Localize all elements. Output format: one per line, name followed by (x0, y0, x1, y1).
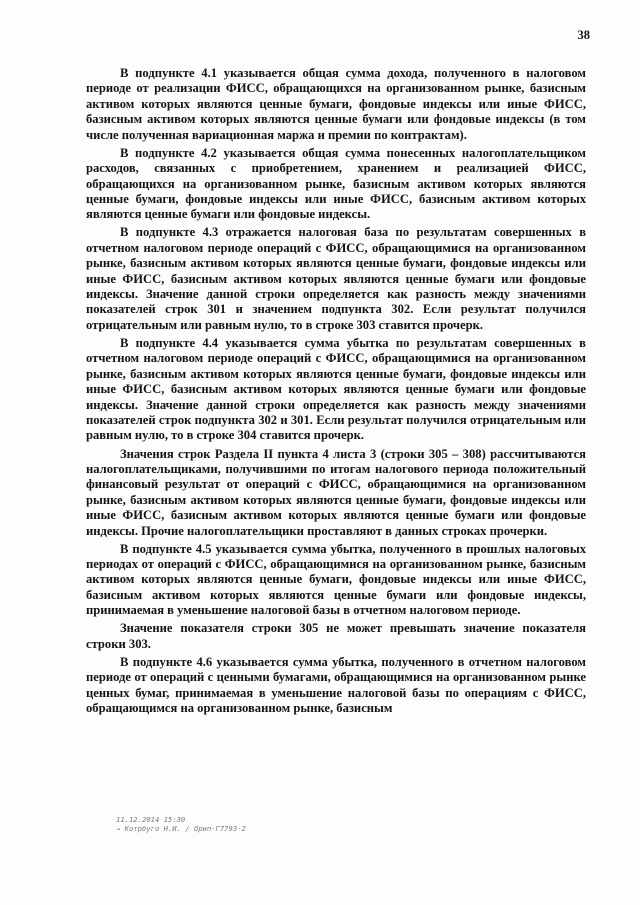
page-number: 38 (577, 28, 590, 42)
footer-author: → Котрбуго Н.И. / Орип-Г7793-2 (116, 824, 246, 833)
paragraph-section-2-lines: Значения строк Раздела II пункта 4 листа 3 (строки 305 – 308) рассчитываются налогоплательщиками, получившими по итогам налогового периода положительный финансовый результат от операций с ФИСС, обращающимися на организованном рынке, базисным активом которых являются ценные бумаги, фондовые индексы или иные ФИСС, базисным активом которых являются ценные бумаги или фондовые индексы. Прочие налогоплательщики проставляют в данных строках прочерки. (86, 446, 586, 538)
paragraph-subitem-4-4: В подпункте 4.4 указывается сумма убытка по результатам совершенных в отчетном налоговом периоде операций с ФИСС, обращающимися на организованном рынке, базисным активом которых являются ценные бумаги, фондовые индексы или иные ФИСС, базисным активом которых являются ценные бумаги или фондовые индексы. Значение данной строки определяется как разность между значениями показателей строк подпункта 302 и 301. Если результат получился отрицательным или равным нулю, то в строке 304 ставится прочерк. (86, 335, 586, 443)
body-text (86, 66, 586, 719)
paragraph-subitem-4-2: В подпункте 4.2 указывается общая сумма понесенных налогоплательщиком расходов, связанных с приобретением, хранением и реализацией ФИСС, обращающихся на организованном рынке, базисным активом которых являются ценные бумаги, фондовые индексы или иные ФИСС, базисным активом которых являются ценные бумаги или фондовые индексы. (86, 145, 586, 222)
paragraph-subitem-4-6: В подпункте 4.6 указывается сумма убытка, полученного в отчетном налоговом периоде от операций с ценными бумагами, обращающимися на организованном рынке ценных бумаг, принимаемая в уменьшение налоговой базы по операциям с ФИСС, обращающимся на организованном рынке, базисным (86, 654, 586, 716)
paragraph-subitem-4-3: В подпункте 4.3 отражается налоговая база по результатам совершенных в отчетном налоговом периоде операций с ФИСС, обращающимися на организованном рынке, базисным активом которых являются ценные бумаги, фондовые индексы или иные ФИСС, базисным активом которых являются ценные бумаги или фондовые индексы. Значение данной строки определяется как разность между значениями показателей строк 301 и значением подпункта 302. Если результат получился отрицательным или равным нулю, то в строке 303 ставится прочерк. (86, 225, 586, 332)
paragraph-line-305-limit: Значение показателя строки 305 не может превышать значение показателя строки 303. (86, 621, 586, 651)
paragraph-subitem-4-1: В подпункте 4.1 указывается общая сумма дохода, полученного в налоговом периоде от реализации ФИСС, обращающихся на организованном рынке, базисным активом которых являются ценные бумаги, фондовые индексы или иные ФИСС, базисным активом которых являются ценные бумаги или фондовые индексы (в том числе полученная вариационная маржа и премии по контрактам). (86, 66, 586, 142)
footer-timestamp: 11.12.2014 15:30 (116, 815, 186, 824)
paragraph-subitem-4-5: В подпункте 4.5 указывается сумма убытка, полученного в прошлых налоговых периодах от операций с ФИСС, обращающимися на организованном рынке, базисным активом которых являются ценные бумаги, фондовые индексы или иные ФИСС, базисным активом которых являются ценные бумаги или фондовые индексы, принимаемая в уменьшение налоговой базы в отчетном налоговом периоде. (86, 541, 586, 618)
document-footer-stamp (116, 815, 246, 833)
